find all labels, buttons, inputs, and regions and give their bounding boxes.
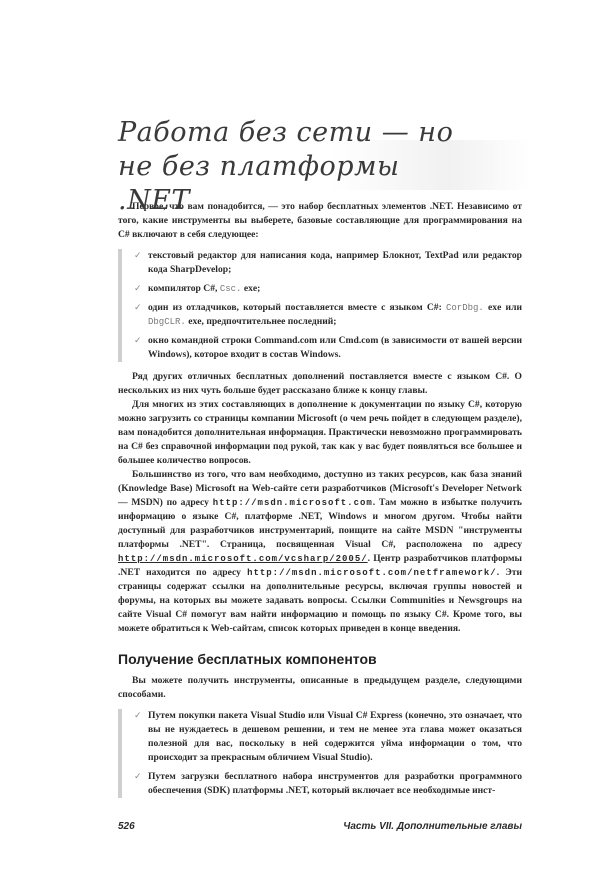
list-item: ✓ компилятор C#, Csc. exe; [134, 283, 261, 294]
checkmark-icon: ✓ [134, 336, 142, 346]
netframework-link[interactable]: http://msdn.microsoft.com/netframework/ [247, 568, 497, 578]
paragraph: Для многих из этих составляющих в дополнение к документации по языку C#, которую можно загрузить со страницы компании Microsoft (о чем речь пойдет в следующем разделе), вам понадобится дополнительная информация. Практически невозможно программировать на C# без справочной информации под рукой, так как у вас будет появляться все большее и большее количество вопросов. [118, 399, 522, 466]
list-item: ✓ один из отладчиков, который поставляется вместе с языком C#: CorDbg. exe или DbgCLR. exe, предпочтительнее последний; [134, 302, 522, 327]
list-item: ✓ окно командной строки Command.com или Cmd.com (в зависимости от вашей версии Windows), которое входит в состав Windows. [134, 335, 522, 360]
vcsharp-link[interactable]: http://msdn.microsoft.com/vcsharp/2005/ [118, 554, 368, 564]
page-body [118, 200, 522, 798]
code-text: DbgCLR. [148, 317, 186, 327]
paragraph: Большинство из того, что вам необходимо, доступно из таких ресурсов, как база знаний (Knowledge Base) Microsoft на Web-сайте сети разработчиков (Microsoft's Developer Network— MSDN) по адресу http://msdn.microsoft.com. Там можно в избытке получить информацию о языке C#, платформе .NET, Windows и многом другом. Чтобы найти доступный для разработчиков инструментарий, поищите на сайте MSDN "инструменты платформы .NET". Страница, посвященная Visual C#, расположена по адресу http://msdn.microsoft.com/vcsharp/2005/. Центр разработчиков платформы .NET находится по адресу http://msdn.microsoft.com/netframework/. Эти страницы содержат ссылки на дополнительные ресурсы, включая группы новостей и форумы, на которых вы можете задавать вопросы. Ссылки Communities и Newsgroups на сайте Visual C# помогут вам найти информацию и помощь по языку C#. Кроме того, вы можете обратиться к Web-сайтам, список которых приведен в конце введения. [118, 469, 522, 634]
list-item: ✓ Путем покупки пакета Visual Studio или Visual C# Express (конечно, это означает, что вы не нуждаетесь в дешевом решении, и тем не менее эта глава может оказаться полезной для вас, поскольку в ней содержится уйма информации о том, что происходит за прекрасным обличием Visual Studio). [134, 710, 522, 763]
tools-list [118, 249, 522, 362]
list-item: ✓ текстовый редактор для написания кода, например Блокнот, TextPad или редактор кода SharpDevelop; [134, 250, 522, 275]
paragraph: Ряд других отличных бесплатных дополнений поставляется вместе с языком C#. О нескольких из них чуть больше будет рассказано ближе к концу главы. [118, 371, 522, 396]
page-number: 526 [118, 821, 135, 832]
code-text: CorDbg. [446, 303, 484, 313]
section-heading: Получение бесплатных компонентов [118, 651, 377, 667]
running-head: Часть VII. Дополнительные главы [343, 821, 522, 832]
checkmark-icon: ✓ [134, 303, 142, 313]
paragraph: Вы можете получить инструменты, описанные в предыдущем разделе, следующими способами. [118, 675, 522, 700]
checkmark-icon: ✓ [134, 284, 142, 294]
intro-paragraph: Первое, что вам понадобится, — это набор бесплатных элементов .NET. Независимо от того, какие инструменты вы выберете, базовые составляющие для программирования на C# включают в себя следующее: [118, 201, 522, 240]
chapter-section-title: Работа без сети — но не без платформы .NET [118, 117, 454, 216]
checkmark-icon: ✓ [134, 711, 142, 721]
checkmark-icon: ✓ [134, 251, 142, 261]
checkmark-icon: ✓ [134, 772, 142, 782]
title-block [118, 116, 522, 216]
ways-list [118, 709, 522, 798]
list-item: ✓ Путем загрузки бесплатного набора инструментов для разработки программного обеспечения (SDK) платформы .NET, который включает все необходимые инст- [134, 771, 522, 796]
code-text: Csc. [219, 284, 242, 294]
msdn-link[interactable]: http://msdn.microsoft.com [212, 498, 373, 508]
page-footer [118, 820, 522, 834]
